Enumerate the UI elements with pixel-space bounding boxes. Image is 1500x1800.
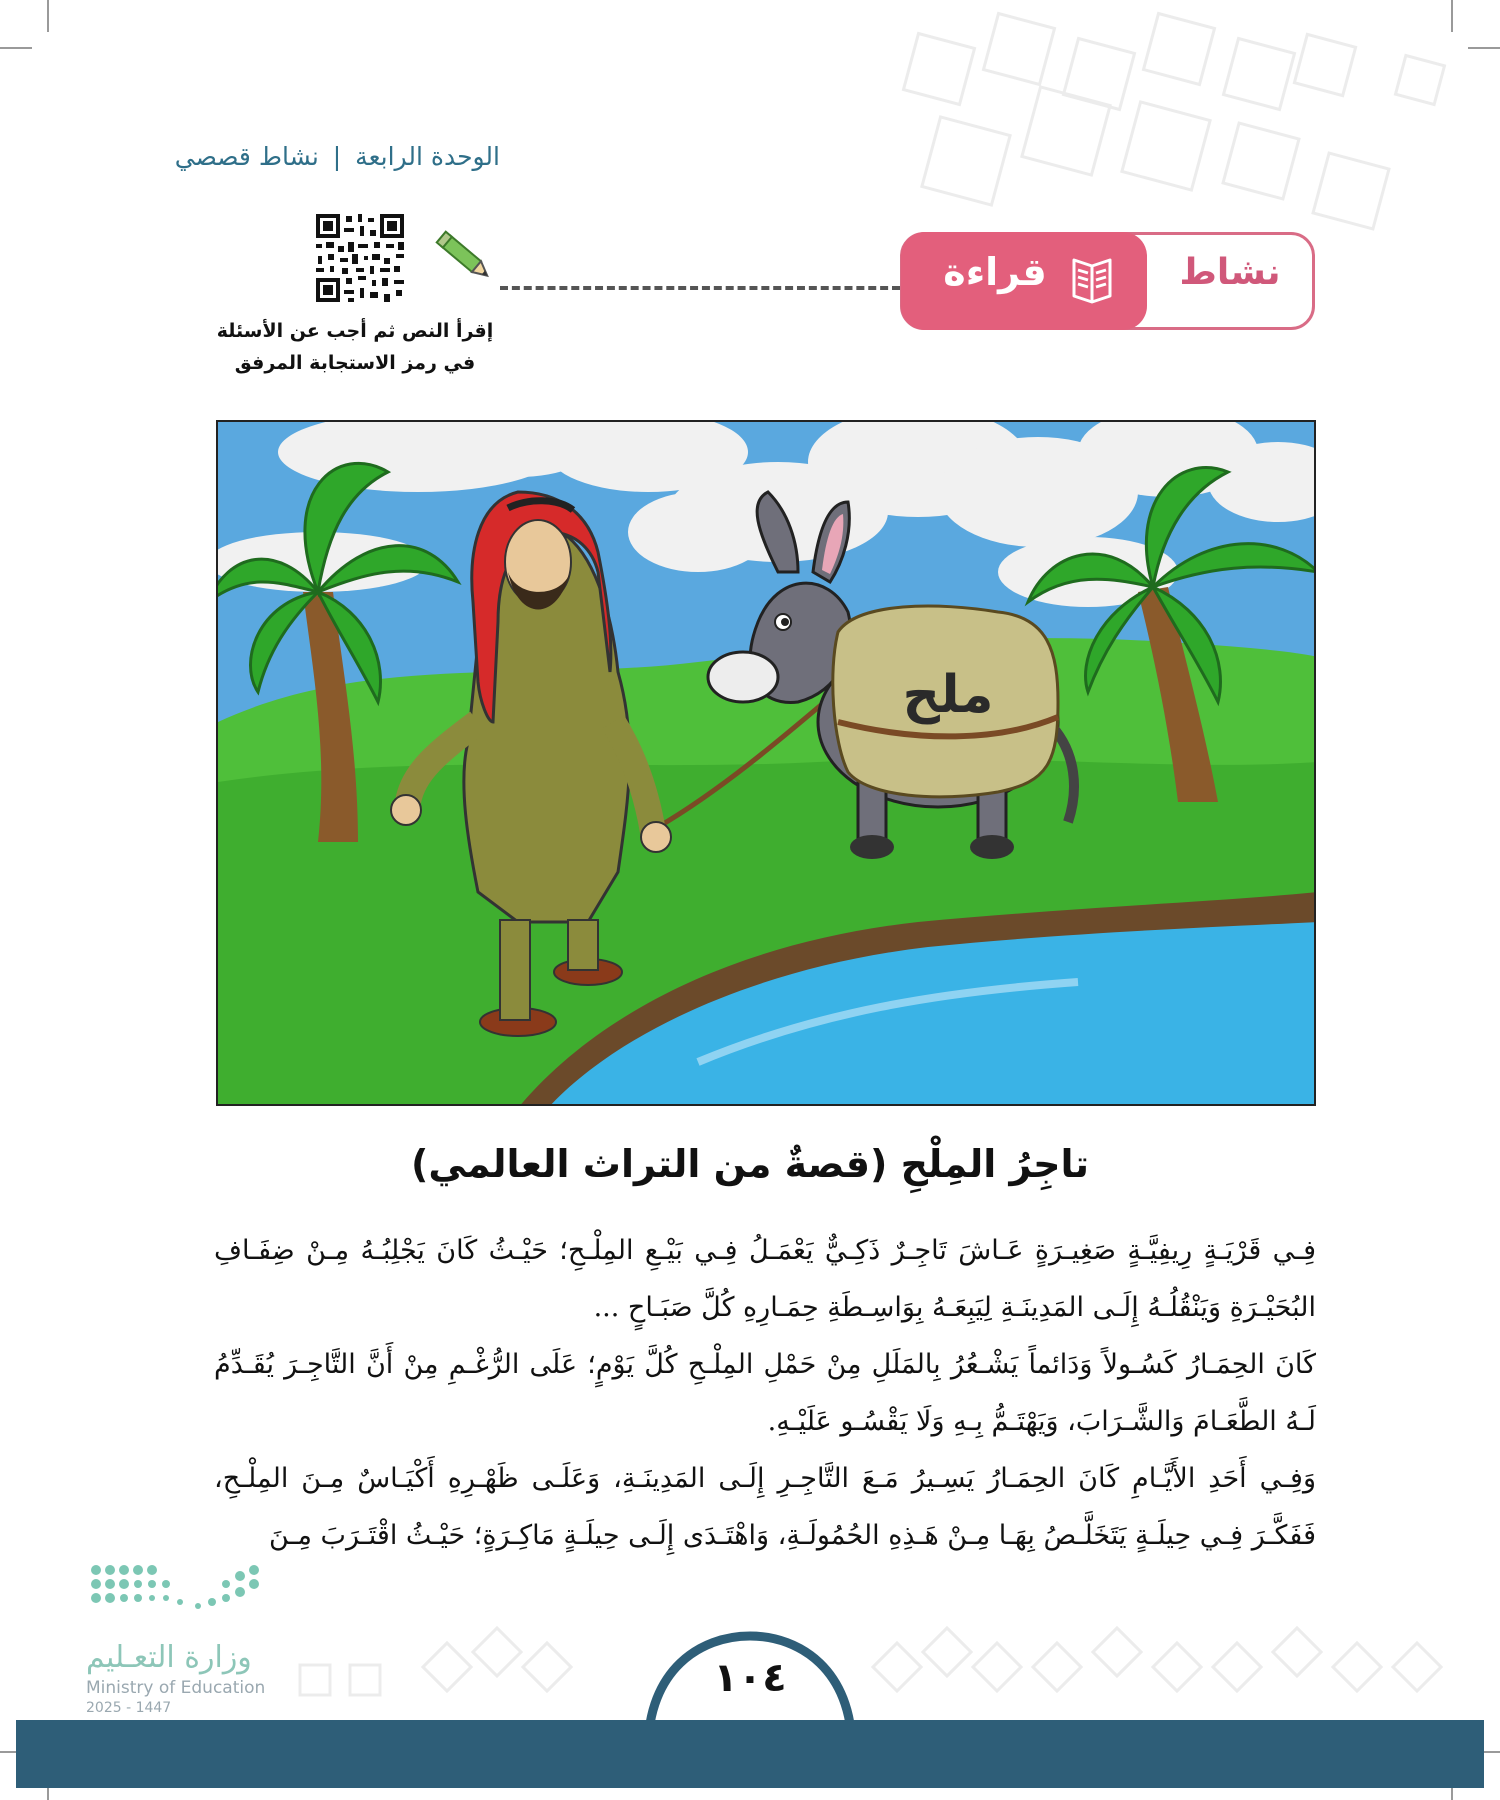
ministry-year: 2025 - 1447 [86, 1700, 172, 1716]
story-title: تاجِرُ المِلْحِ (قصةٌ من التراث العالمي) [410, 1142, 1090, 1186]
page-number: ١٠٤ [713, 1655, 787, 1701]
book-icon [1068, 256, 1116, 306]
qr-instruction-line1: إقرأ النص ثم أجب عن الأسئلة [216, 320, 494, 342]
story-paragraph-2: كَانَ الحِمَـارُ كَسُـولاً وَدَائماً يَشْـعُرُ بِالمَلَلِ مِنْ حَمْلِ المِلْـحِ كُلَّ يَوْمٍ؛ عَلَى الرُّغْـمِ مِنْ أَنَّ التَّاجِـرَ يُقَـدِّمُ لَـهُ الطَّعَـامَ وَالشَّـرَابَ، وَيَهْتَـمُّ بِـهِ وَلَا يَقْسُـو عَلَيْـهِ. [214, 1349, 1316, 1437]
ministry-name-en: Ministry of Education [86, 1678, 266, 1698]
qr-instructions [200, 315, 510, 379]
sack-label: ملح [902, 665, 994, 725]
footer-bar [16, 1720, 1484, 1788]
unit-breadcrumb [175, 142, 500, 171]
pencil-icon [430, 224, 500, 290]
breadcrumb-separator: | [332, 142, 342, 171]
unit-label: الوحدة الرابعة [355, 142, 500, 171]
ministry-logo-dots [88, 1562, 268, 1626]
reading-label: قراءة [943, 250, 1047, 294]
qr-code[interactable] [314, 212, 406, 304]
section-label: نشاط قصصي [174, 142, 319, 171]
dashed-connector [500, 286, 900, 290]
qr-instruction-line2: في رمز الاستجابة المرفق [234, 352, 476, 374]
ministry-name-ar: وزارة التعـليم [86, 1640, 252, 1675]
story-paragraph-3: وَفِـي أَحَدِ الأَيَّـامِ كَانَ الحِمَـارُ يَسِـيرُ مَـعَ التَّاجِـرِ إِلَـى المَدِينَـةِ، وَعَلَـى ظَهْـرِهِ أَكْيَـاسٌ مِـنَ المِلْـحِ، فَفَكَّـرَ فِـي حِيلَـةٍ يَتَخَلَّـصُ بِهَـا مِـنْ هَـذِهِ الحُمُولَـةِ، وَاهْتَـدَى إِلَـى حِيلَـةٍ مَاكِـرَةٍ؛ حَيْـثُ اقْتَـرَبَ مِـنَ [214, 1463, 1316, 1551]
activity-label: نشاط [1179, 252, 1281, 293]
story-paragraph-1: فِـي قَرْيَـةٍ رِيفِيَّـةٍ صَغِيـرَةٍ عَـاشَ تَاجِـرٌ ذَكِـيٌّ يَعْمَـلُ فِـي بَيْـعِ المِلْـحِ؛ حَيْـثُ كَانَ يَجْلِبُـهُ مِـنْ ضِفَـافِ البُحَيْـرَةِ وَيَنْقُلُـهُ إِلَـى المَدِينَـةِ لِيَبِعَـهُ بِوَاسِـطَةِ حِمَـارِهِ كُلَّ صَبَـاحٍ ... [214, 1235, 1316, 1323]
story-illustration [216, 420, 1316, 1106]
